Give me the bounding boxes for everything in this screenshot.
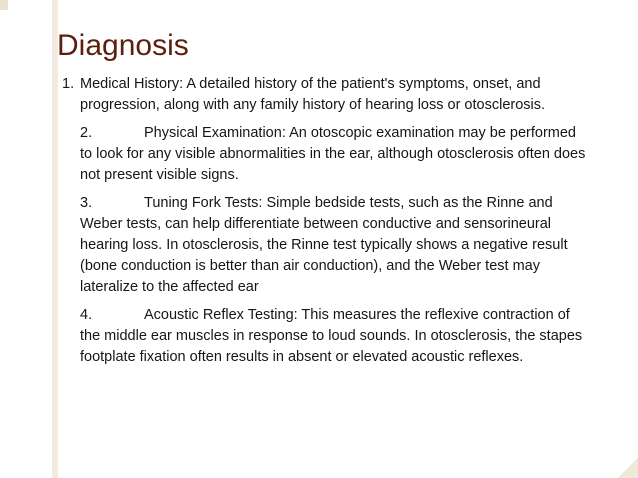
slide-body	[62, 74, 592, 375]
list-item	[62, 123, 592, 186]
corner-decoration	[0, 0, 8, 10]
list-item	[62, 305, 592, 368]
list-item	[62, 74, 592, 116]
item-number: 3.	[80, 195, 93, 211]
list-item-text: Physical Examination: An otoscopic examination may be performed to look for any visible abnormalities in the ear, although otosclerosis often does not present visible signs.	[80, 125, 586, 183]
item-number: 2.	[80, 125, 93, 141]
list-item-text: Medical History: A detailed history of the patient's symptoms, onset, and progression, along with any family history of hearing loss or otosclerosis.	[80, 76, 546, 113]
slide-title: Diagnosis	[57, 29, 189, 62]
item-number: 4.	[80, 307, 93, 323]
list-item-text: Acoustic Reflex Testing: This measures the reflexive contraction of the middle ear muscles in response to loud sounds. In otosclerosis, the stapes footplate fixation often results in absent or elevated acoustic reflexes.	[80, 307, 583, 365]
list-marker: 1.	[62, 76, 75, 92]
list-item-text: Tuning Fork Tests: Simple bedside tests, such as the Rinne and Weber tests, can help differentiate between conductive and sensorineural hearing loss. In otosclerosis, the Rinne test typically shows a negative result (bone conduction is better than air conduction), and the Weber test may lateralize to the affected ear	[80, 195, 568, 295]
corner-fold-decoration	[618, 458, 638, 478]
list-item	[62, 193, 592, 298]
left-accent-rule	[52, 0, 58, 478]
